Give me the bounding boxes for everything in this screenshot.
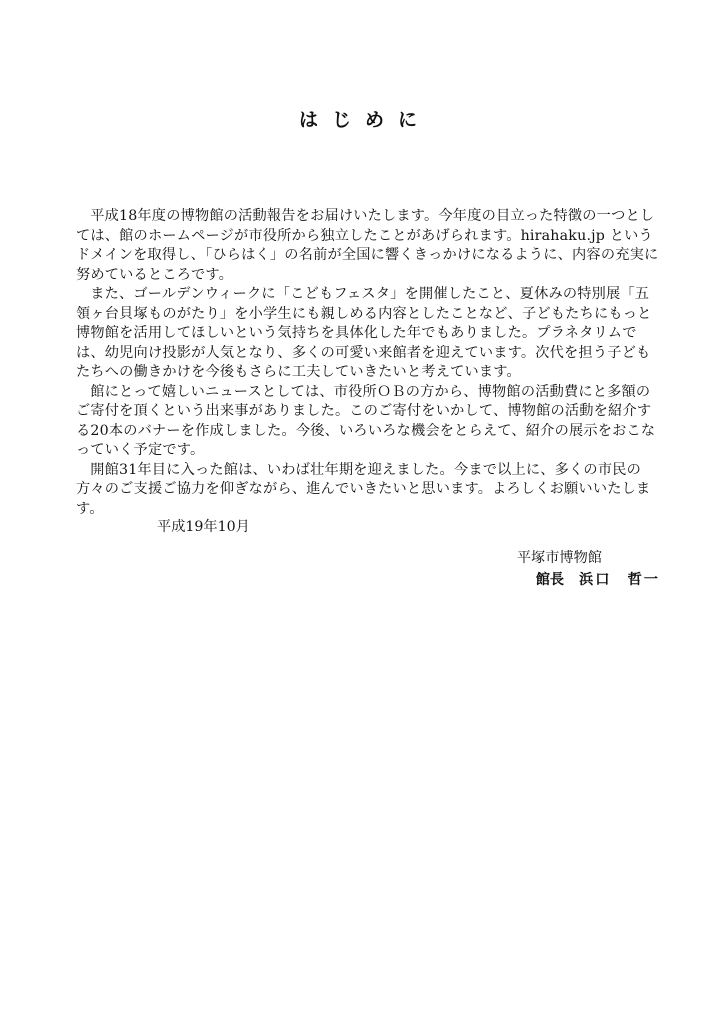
paragraph-3: 館にとって嬉しいニュースとしては、市役所ＯＢの方から、博物館の活動費にと多額のご寄付を頂くという出来事がありました。このご寄付をいかして、博物館の活動を紹介する20本のバナーを作成しました。今後、いろいろな機会をとらえて、紹介の展示をおこなっていく予定です。 xyxy=(76,383,656,458)
document-date: 平成19年10月 xyxy=(157,519,250,535)
paragraph-2: また、ゴールデンウィークに「こどもフェスタ」を開催したこと、夏休みの特別展「五領ヶ台貝塚ものがたり」を小学生にも親しめる内容としたことなど、子どもたちにもっと博物館を活用してほしいという気持ちを具体化した年でもありました。プラネタリムでは、幼児向け投影が人気となり、多くの可愛い来館者を迎えています。次代を担う子どもたちへの働きかけを今後もさらに工夫していきたいと考えています。 xyxy=(76,286,652,380)
director-title: 館長 xyxy=(535,572,565,588)
organization-name: 平塚市博物館 xyxy=(516,550,602,566)
paragraph-4: 開館31年目に入った館は、いわば壮年期を迎えました。今まで以上に、多くの市民の方々のご支援ご協力を仰ぎながら、進んでいきたいと思います。よろしくお願いいたします。 xyxy=(76,461,651,517)
director-name: 浜口 哲一 xyxy=(579,572,660,588)
paragraph-1: 平成18年度の博物館の活動報告をお届けいたします。今年度の目立った特徴の一つとしては、館のホームページが市役所から独立したことがあげられます。hirahaku.jp というドメインを取得し、「ひらはく」の名前が全国に響くきっかけになるように、内容の充実に努めているところです。 xyxy=(76,208,659,283)
document-body xyxy=(76,207,661,519)
director-line xyxy=(536,569,660,589)
document-title: はじめに xyxy=(298,109,431,131)
